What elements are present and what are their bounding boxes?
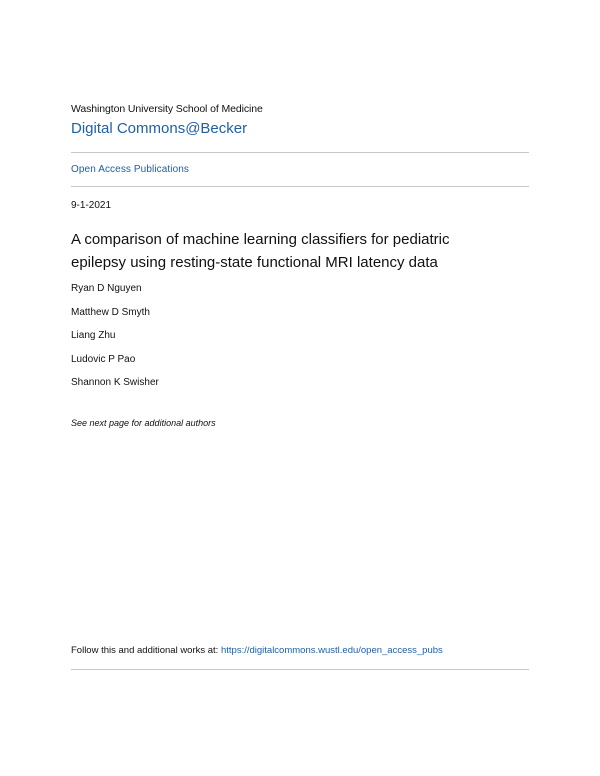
- follow-text: Follow this and additional works at:: [71, 645, 221, 656]
- divider-top: [71, 152, 529, 153]
- collection-link[interactable]: Open Access Publications: [71, 164, 190, 175]
- divider-bottom: [71, 669, 529, 670]
- author-name: Ryan D Nguyen: [71, 283, 142, 294]
- collection-url-link[interactable]: https://digitalcommons.wustl.edu/open_access_pubs: [220, 645, 443, 656]
- author-name: Shannon K Swisher: [71, 377, 159, 388]
- author-name: Ludovic P Pao: [71, 353, 136, 365]
- author-name: Matthew D Smyth: [71, 306, 150, 318]
- author-list: [71, 283, 159, 401]
- divider-middle: [71, 186, 529, 187]
- author-name: Liang Zhu: [71, 330, 116, 341]
- repository-name[interactable]: Digital Commons@Becker: [71, 120, 248, 137]
- follow-line: [71, 645, 443, 656]
- additional-authors-note: See next page for additional authors: [71, 418, 216, 428]
- publication-date: 9-1-2021: [71, 200, 112, 211]
- article-title: A comparison of machine learning classifiers for pediatric epilepsy using resting-state functional MRI latency data: [71, 231, 450, 271]
- institution-name: Washington University School of Medicine: [71, 103, 263, 115]
